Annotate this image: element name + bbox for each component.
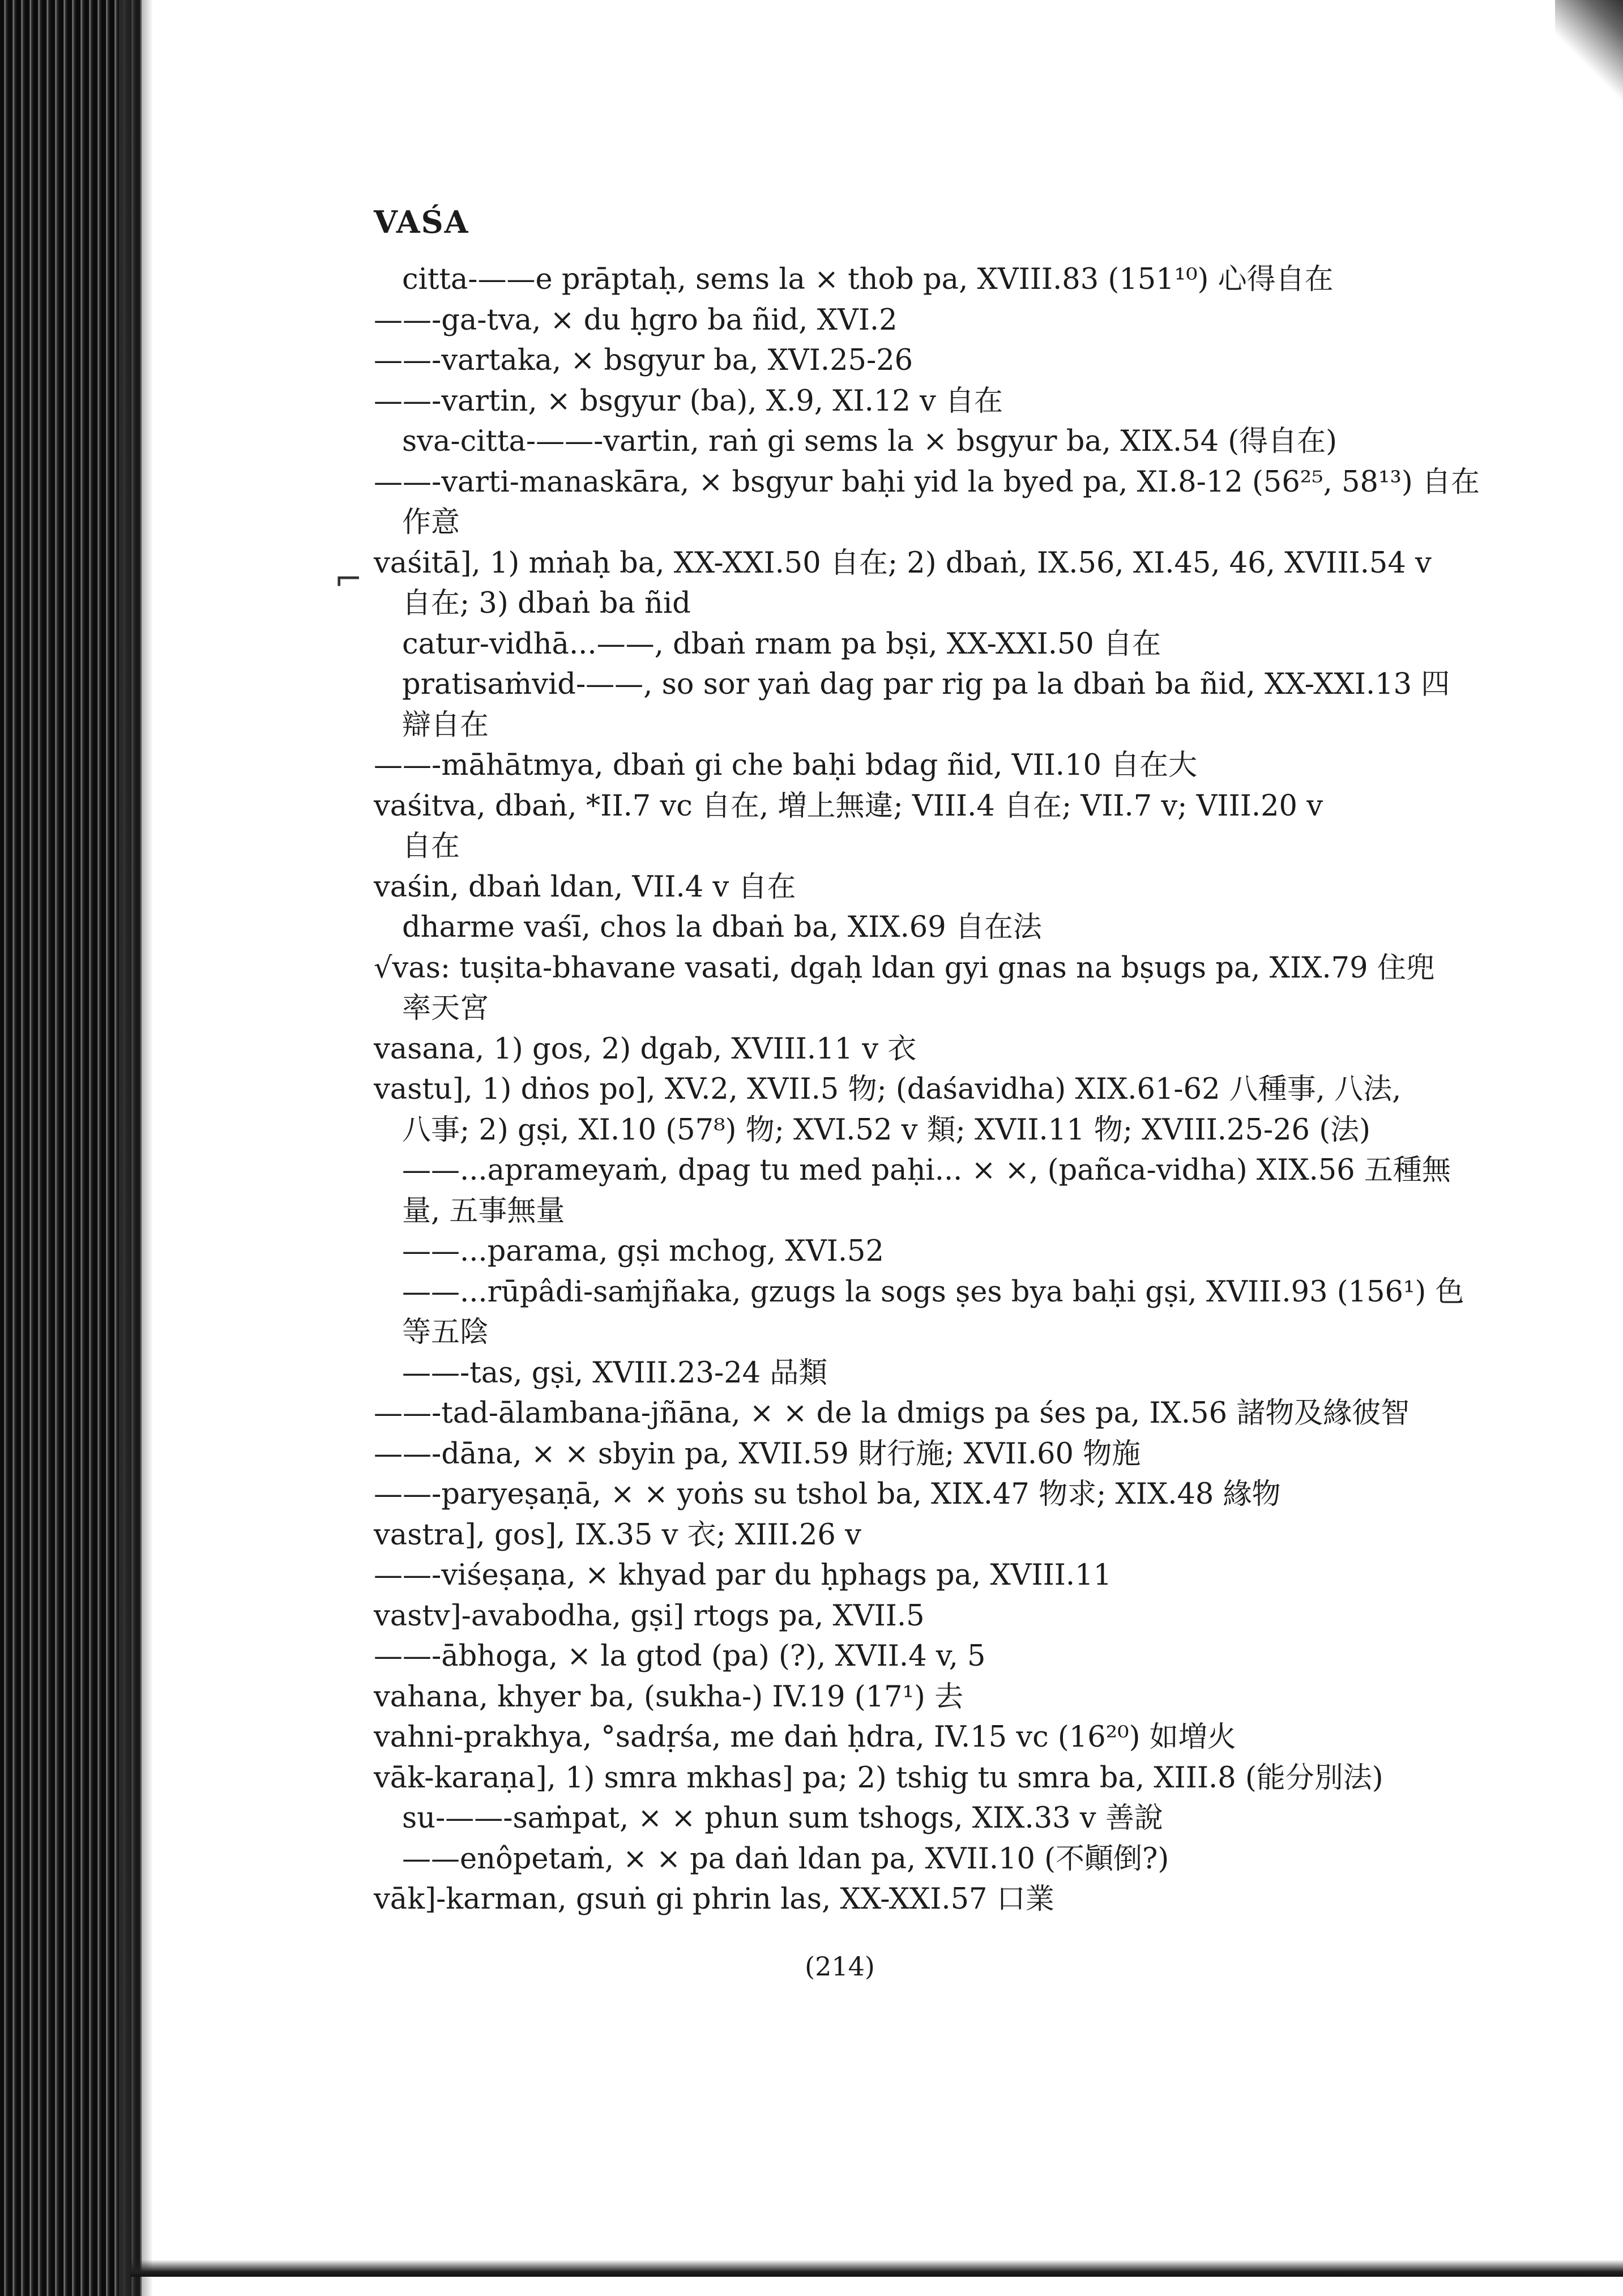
entry-line: ——-māhātmya, dbaṅ gi che baḥi bdag ñid, VII.10 自在大 bbox=[374, 749, 1198, 782]
entry-line: vastu], 1) dṅos po], XV.2, XVII.5 物; (daśavidha) XIX.61-62 八種事, 八法, bbox=[374, 1073, 1402, 1106]
entry-line: sva-citta-——-vartin, raṅ gi sems la × bsgyur ba, XIX.54 (得自在) bbox=[402, 425, 1338, 458]
page-corner-shadow bbox=[1555, 0, 1623, 102]
entry-line: 等五陰 bbox=[402, 1316, 489, 1349]
entry-line: 自在; 3) dbaṅ ba ñid bbox=[402, 587, 691, 620]
dictionary-entries bbox=[374, 259, 1484, 1920]
entry-line: 八事; 2) gṣi, XI.10 (57⁸) 物; XVI.52 v 類; XVII.11 物; XVIII.25-26 (法) bbox=[402, 1113, 1370, 1147]
entry-line: 自在 bbox=[402, 830, 460, 863]
entry-line: ——-dāna, × × sbyin pa, XVII.59 財行施; XVII.60 物施 bbox=[374, 1437, 1141, 1471]
entry-line: ——-ābhoga, × la gtod (pa) (?), XVII.4 v, 5 bbox=[374, 1640, 986, 1673]
entry-line: ——...rūpâdi-saṁjñaka, gzugs la sogs ṣes bya baḥi gṣi, XVIII.93 (156¹) 色 bbox=[402, 1275, 1464, 1309]
entry-line: vaśitva, dbaṅ, *II.7 vc 自在, 増上無違; VIII.4 自在; VII.7 v; VIII.20 v bbox=[374, 789, 1323, 823]
entry-line: ——-ga-tva, × du ḥgro ba ñid, XVI.2 bbox=[374, 303, 898, 337]
entry-line: ——-vartin, × bsgyur (ba), X.9, XI.12 v 自在 bbox=[374, 384, 1003, 418]
entry-line: ——-tad-ālambana-jñāna, × × de la dmigs pa śes pa, IX.56 諸物及緣彼智 bbox=[374, 1397, 1410, 1430]
page-number: (214) bbox=[805, 1951, 875, 1982]
entry-line: 作意 bbox=[402, 506, 460, 539]
entry-line: ——-vartaka, × bsgyur ba, XVI.25-26 bbox=[374, 344, 913, 377]
entry-line: vaśin, dbaṅ ldan, VII.4 v 自在 bbox=[374, 870, 796, 904]
entry-line: vasana, 1) gos, 2) dgab, XVIII.11 v 衣 bbox=[374, 1032, 917, 1066]
entry-line: vastv]-avabodha, gṣi] rtogs pa, XVII.5 bbox=[374, 1599, 925, 1633]
entry-line: ——...aprameyaṁ, dpag tu med paḥi... × ×, (pañca-vidha) XIX.56 五種無 bbox=[402, 1154, 1451, 1187]
entry-line: vahni-prakhya, °sadṛśa, me daṅ ḥdra, IV.15 vc (16²⁰) 如増火 bbox=[374, 1721, 1236, 1754]
entry-line: 率天宮 bbox=[402, 992, 489, 1025]
running-header: VAŚA bbox=[374, 204, 469, 240]
entry-line: ——enôpetaṁ, × × pa daṅ ldan pa, XVII.10 (不顚倒?) bbox=[402, 1842, 1169, 1876]
entry-line: ——-viśeṣaṇa, × khyad par du ḥphags pa, XVIII.11 bbox=[374, 1559, 1112, 1592]
entry-line: ——-tas, gṣi, XVIII.23-24 品類 bbox=[402, 1356, 828, 1390]
entry-line: vāk-karaṇa], 1) smra mkhas] pa; 2) tshig tu smra ba, XIII.8 (能分別法) bbox=[374, 1761, 1383, 1795]
margin-bracket-mark: ⌐ bbox=[334, 560, 363, 599]
entry-line: citta-——e prāptaḥ, sems la × thob pa, XVIII.83 (151¹⁰) 心得自在 bbox=[402, 263, 1334, 296]
entry-line: vāk]-karman, gsuṅ gi phrin las, XX-XXI.57 口業 bbox=[374, 1883, 1054, 1916]
entry-line: vaśitā], 1) mṅaḥ ba, XX-XXI.50 自在; 2) dbaṅ, IX.56, XI.45, 46, XVIII.54 v bbox=[374, 546, 1432, 580]
entry-line: catur-vidhā...——, dbaṅ rnam pa bṣi, XX-XXI.50 自在 bbox=[402, 627, 1161, 661]
entry-line: 辯自在 bbox=[402, 708, 489, 742]
entry-line: dharme vaśī, chos la dbaṅ ba, XIX.69 自在法 bbox=[402, 911, 1042, 944]
entry-line: vastra], gos], IX.35 v 衣; XIII.26 v bbox=[374, 1518, 861, 1552]
entry-line: ——-varti-manaskāra, × bsgyur baḥi yid la byed pa, XI.8-12 (56²⁵, 58¹³) 自在 bbox=[374, 465, 1480, 499]
entry-line: ——-paryeṣaṇā, × × yoṅs su tshol ba, XIX.47 物求; XIX.48 緣物 bbox=[374, 1478, 1281, 1511]
entry-line: 量, 五事無量 bbox=[402, 1194, 565, 1228]
entry-line: √vas: tuṣita-bhavane vasati, dgaḥ ldan gyi gnas na bṣugs pa, XIX.79 住兜 bbox=[374, 951, 1435, 985]
entry-line: ——...parama, gṣi mchog, XVI.52 bbox=[402, 1235, 884, 1268]
page-bottom-shadow bbox=[130, 2260, 1623, 2277]
entry-line: vahana, khyer ba, (sukha-) IV.19 (17¹) 去 bbox=[374, 1680, 964, 1714]
entry-line: pratisaṁvid-——, so sor yaṅ dag par rig pa la dbaṅ ba ñid, XX-XXI.13 四 bbox=[402, 668, 1450, 701]
entry-line: su-——-saṁpat, × × phun sum tshogs, XIX.33 v 善說 bbox=[402, 1802, 1163, 1835]
